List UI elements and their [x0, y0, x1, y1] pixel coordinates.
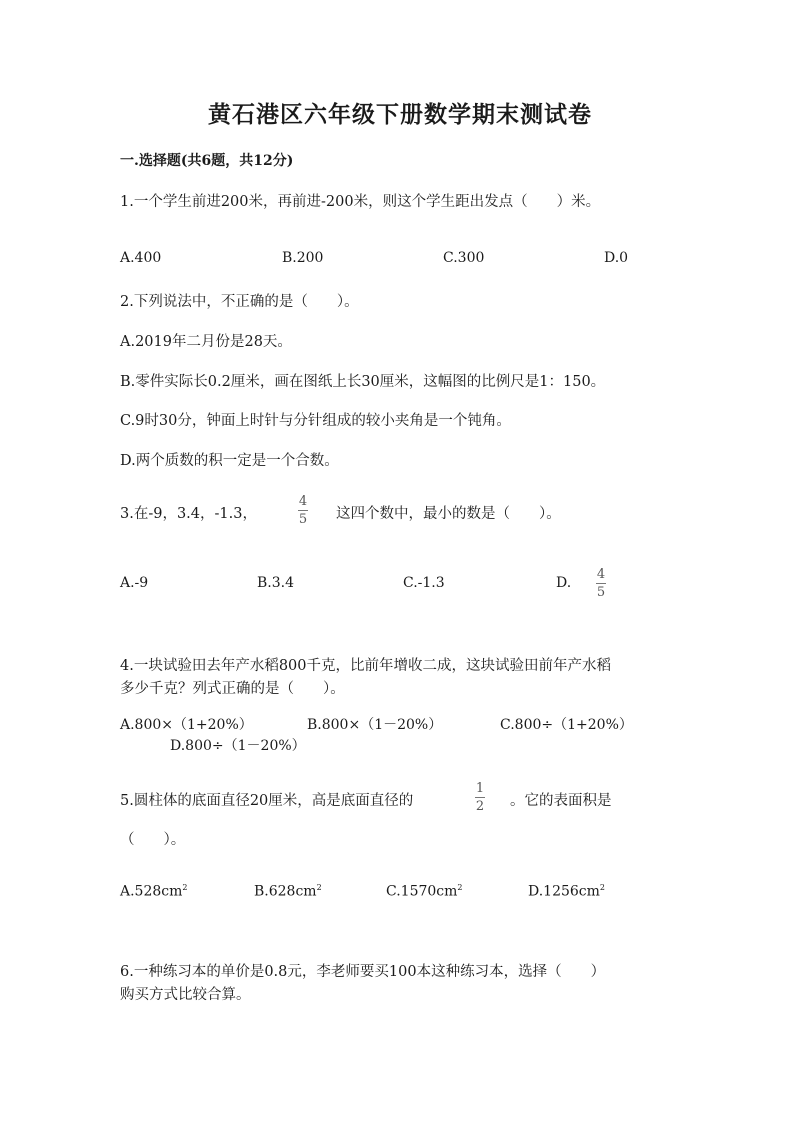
- question-3-text-after: 这四个数中，最小的数是（ ）。: [336, 506, 561, 522]
- question-6-line-1: 6.一种练习本的单价是0.8元，李老师要买100本这种练习本，选择（ ）: [120, 964, 606, 980]
- fraction-denominator: 2: [475, 799, 485, 814]
- q5-option-b-text: B.628cm: [254, 883, 317, 900]
- q3-option-c: C.-1.3: [403, 575, 445, 591]
- q5-option-a-text: A.528cm: [120, 883, 183, 900]
- fraction-numerator: 4: [298, 494, 308, 509]
- fraction-bar: [475, 797, 485, 798]
- page-title: 黄石港区六年级下册数学期末测试卷: [208, 101, 592, 128]
- squared-superscript: 2: [182, 883, 188, 892]
- squared-superscript: 2: [457, 883, 463, 892]
- q5-fraction-one-half: [475, 781, 485, 814]
- fraction-bar: [596, 583, 606, 584]
- fraction-numerator: 4: [596, 567, 606, 582]
- question-5-text-after: 。它的表面积是: [510, 793, 612, 809]
- q2-option-b: B.零件实际长0.2厘米，画在图纸上长30厘米，这幅图的比例尺是1：150。: [120, 374, 606, 390]
- q5-option-a: [120, 883, 188, 900]
- fraction-numerator: 1: [475, 781, 485, 796]
- q4-option-d: D.800÷（1－20%）: [170, 738, 306, 754]
- q3-option-a: A.-9: [120, 575, 149, 591]
- question-1-text: 1.一个学生前进200米，再前进-200米，则这个学生距出发点（ ）米。: [120, 194, 601, 210]
- section-heading: 一.选择题(共6题，共12分): [120, 153, 294, 169]
- question-6-line-2: 购买方式比较合算。: [120, 987, 251, 1003]
- question-3-text-before: 3.在-9，3.4，-1.3，: [120, 506, 257, 522]
- q5-option-c: [386, 883, 463, 900]
- q3-fraction-four-fifths: [298, 494, 308, 527]
- question-4-line-2: 多少千克？列式正确的是（ ）。: [120, 681, 345, 697]
- q4-option-b: B.800×（1－20%）: [307, 717, 443, 733]
- q5-option-d-text: D.1256cm: [528, 883, 600, 900]
- q1-option-b: B.200: [282, 250, 324, 266]
- question-5-text-before: 5.圆柱体的底面直径20厘米，高是底面直径的: [120, 793, 414, 809]
- q4-option-a: A.800×（1+20%）: [120, 717, 253, 733]
- q1-option-d: D.0: [604, 250, 629, 266]
- q3-option-b: B.3.4: [257, 575, 295, 591]
- question-5-line-2: （ ）。: [120, 832, 186, 848]
- q5-option-c-text: C.1570cm: [386, 883, 458, 900]
- fraction-denominator: 5: [596, 585, 606, 600]
- q2-option-c: C.9时30分，钟面上时针与分针组成的较小夹角是一个钝角。: [120, 413, 511, 429]
- question-2-text: 2.下列说法中，不正确的是（ ）。: [120, 294, 359, 310]
- q3-option-d: D.: [556, 575, 572, 591]
- q3-option-d-fraction: [596, 567, 606, 600]
- squared-superscript: 2: [316, 883, 322, 892]
- q5-option-d: [528, 883, 605, 900]
- q4-option-c: C.800÷（1+20%）: [500, 717, 633, 733]
- q2-option-a: A.2019年二月份是28天。: [120, 334, 292, 350]
- q1-option-a: A.400: [120, 250, 162, 266]
- q1-option-c: C.300: [443, 250, 485, 266]
- fraction-bar: [298, 510, 308, 511]
- fraction-denominator: 5: [298, 512, 308, 527]
- q2-option-d: D.两个质数的积一定是一个合数。: [120, 453, 339, 469]
- question-4-line-1: 4.一块试验田去年产水稻800千克，比前年增收二成，这块试验田前年产水稻: [120, 658, 612, 674]
- squared-superscript: 2: [599, 883, 606, 892]
- q5-option-b: [254, 883, 322, 900]
